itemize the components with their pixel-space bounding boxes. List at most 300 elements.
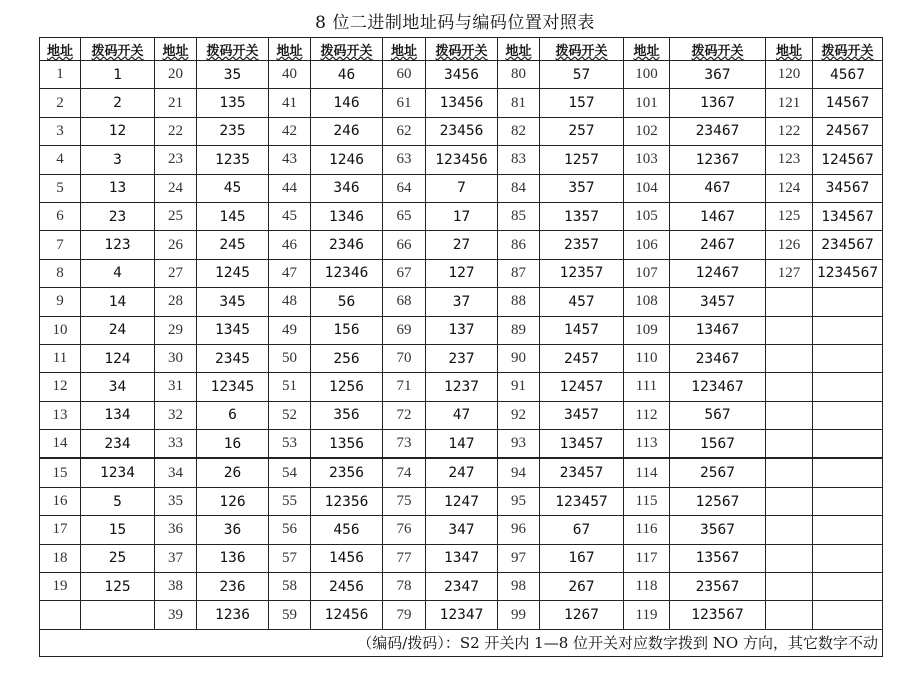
address-cell: 73 [383,430,426,459]
address-cell: 19 [40,573,81,601]
dip-code-cell: 3457 [670,288,766,316]
address-cell: 3 [40,117,81,145]
dip-code-cell: 134567 [813,202,883,230]
table-row [40,316,883,344]
dip-code-cell: 14 [81,288,155,316]
dip-code-cell [813,601,883,629]
header-dip-switch: 拨码开关 [311,38,383,61]
dip-code-cell: 2357 [540,231,624,259]
dip-code-cell: 127 [426,259,498,287]
address-cell [766,288,813,316]
address-cell: 86 [498,231,540,259]
dip-code-cell: 123456 [426,146,498,174]
table-row [40,288,883,316]
dip-code-cell: 356 [311,401,383,429]
dip-code-cell: 12 [81,117,155,145]
address-cell: 17 [40,516,81,544]
dip-code-cell: 1246 [311,146,383,174]
address-cell: 64 [383,174,426,202]
address-cell: 95 [498,487,540,515]
address-cell: 119 [624,601,670,629]
address-cell: 60 [383,61,426,89]
address-cell: 88 [498,288,540,316]
address-cell: 98 [498,573,540,601]
dip-code-cell: 1237 [426,373,498,401]
address-cell: 94 [498,458,540,487]
address-cell: 61 [383,89,426,117]
address-cell: 124 [766,174,813,202]
address-cell: 9 [40,288,81,316]
header-address: 地址 [269,38,311,61]
address-cell: 90 [498,344,540,372]
address-cell: 65 [383,202,426,230]
dip-code-cell: 2346 [311,231,383,259]
dip-code-cell: 167 [540,544,624,572]
header-address: 地址 [40,38,81,61]
table-row [40,146,883,174]
address-cell: 82 [498,117,540,145]
address-cell: 107 [624,259,670,287]
dip-code-cell: 145 [197,202,269,230]
table-row [40,202,883,230]
dip-code-cell: 245 [197,231,269,259]
address-cell: 5 [40,174,81,202]
dip-code-cell: 134 [81,401,155,429]
dip-code-cell: 1234567 [813,259,883,287]
header-row [40,38,883,61]
address-cell: 122 [766,117,813,145]
dip-code-cell: 1235 [197,146,269,174]
dip-code-cell: 126 [197,487,269,515]
dip-code-cell: 1357 [540,202,624,230]
address-cell: 18 [40,544,81,572]
dip-code-cell [813,516,883,544]
address-cell: 92 [498,401,540,429]
address-cell [766,373,813,401]
table-row [40,61,883,89]
dip-code-cell: 124 [81,344,155,372]
dip-code-cell [813,288,883,316]
address-cell: 22 [155,117,197,145]
address-cell [766,573,813,601]
dip-code-cell: 23 [81,202,155,230]
dip-code-cell: 3456 [426,61,498,89]
dip-code-cell [813,573,883,601]
address-cell: 63 [383,146,426,174]
address-cell: 100 [624,61,670,89]
header-address: 地址 [498,38,540,61]
dip-code-cell: 12457 [540,373,624,401]
address-cell: 69 [383,316,426,344]
address-cell: 84 [498,174,540,202]
address-cell: 47 [269,259,311,287]
address-cell: 4 [40,146,81,174]
dip-code-cell: 35 [197,61,269,89]
dip-code-cell: 1456 [311,544,383,572]
dip-code-cell: 47 [426,401,498,429]
dip-code-cell: 12356 [311,487,383,515]
address-cell: 44 [269,174,311,202]
address-cell: 41 [269,89,311,117]
address-cell [766,544,813,572]
address-cell: 52 [269,401,311,429]
dip-code-cell [813,401,883,429]
dip-code-cell: 1267 [540,601,624,629]
dip-code-cell: 123567 [670,601,766,629]
address-cell: 68 [383,288,426,316]
header-address: 地址 [624,38,670,61]
dip-code-cell [813,487,883,515]
dip-code-cell: 156 [311,316,383,344]
dip-code-cell [813,430,883,459]
address-cell: 27 [155,259,197,287]
dip-code-cell: 24567 [813,117,883,145]
dip-code-cell: 2 [81,89,155,117]
dip-code-cell: 457 [540,288,624,316]
address-cell: 32 [155,401,197,429]
dip-code-cell: 12567 [670,487,766,515]
address-cell: 20 [155,61,197,89]
header-address: 地址 [766,38,813,61]
address-cell [766,458,813,487]
dip-code-cell: 236 [197,573,269,601]
table-row [40,344,883,372]
dip-code-cell: 23467 [670,344,766,372]
address-cell: 111 [624,373,670,401]
dip-code-cell: 567 [670,401,766,429]
address-cell: 49 [269,316,311,344]
dip-code-cell: 12367 [670,146,766,174]
table-row [40,117,883,145]
address-cell: 116 [624,516,670,544]
address-cell: 51 [269,373,311,401]
dip-code-cell: 23456 [426,117,498,145]
address-cell: 99 [498,601,540,629]
dip-code-cell: 12345 [197,373,269,401]
dip-code-cell: 367 [670,61,766,89]
address-cell: 42 [269,117,311,145]
address-cell: 89 [498,316,540,344]
address-cell: 6 [40,202,81,230]
address-cell: 96 [498,516,540,544]
address-cell [766,430,813,459]
dip-code-cell: 13456 [426,89,498,117]
table-row [40,401,883,429]
address-cell: 93 [498,430,540,459]
address-cell: 117 [624,544,670,572]
address-cell: 23 [155,146,197,174]
address-cell: 103 [624,146,670,174]
address-cell [766,516,813,544]
dip-code-cell: 1467 [670,202,766,230]
table-row [40,573,883,601]
dip-code-cell: 1367 [670,89,766,117]
address-cell: 36 [155,516,197,544]
dip-code-cell: 45 [197,174,269,202]
address-cell: 81 [498,89,540,117]
dip-code-cell [813,544,883,572]
address-cell: 38 [155,573,197,601]
address-cell: 56 [269,516,311,544]
address-cell [766,344,813,372]
dip-code-cell: 23457 [540,458,624,487]
dip-code-cell: 27 [426,231,498,259]
header-dip-switch: 拨码开关 [813,38,883,61]
dip-code-cell: 36 [197,516,269,544]
dip-code-cell: 16 [197,430,269,459]
header-dip-switch: 拨码开关 [426,38,498,61]
dip-code-cell: 267 [540,573,624,601]
address-cell: 55 [269,487,311,515]
header-address: 地址 [155,38,197,61]
dip-code-cell: 234 [81,430,155,459]
dip-code-cell: 2347 [426,573,498,601]
dip-code-cell: 247 [426,458,498,487]
address-cell: 87 [498,259,540,287]
address-cell: 109 [624,316,670,344]
address-cell [766,601,813,629]
dip-code-cell: 17 [426,202,498,230]
dip-code-cell: 347 [426,516,498,544]
address-cell: 10 [40,316,81,344]
address-cell: 62 [383,117,426,145]
header-address: 地址 [383,38,426,61]
address-cell: 29 [155,316,197,344]
dip-code-cell: 15 [81,516,155,544]
address-cell: 31 [155,373,197,401]
dip-code-cell: 13 [81,174,155,202]
address-cell: 35 [155,487,197,515]
dip-code-cell [81,601,155,629]
address-cell [766,316,813,344]
dip-code-cell: 34567 [813,174,883,202]
dip-code-cell [813,458,883,487]
dip-code-cell: 2345 [197,344,269,372]
footnote-row [40,629,883,656]
address-cell: 125 [766,202,813,230]
address-cell: 14 [40,430,81,459]
address-cell: 78 [383,573,426,601]
header-dip-switch: 拨码开关 [540,38,624,61]
address-cell: 46 [269,231,311,259]
dip-code-cell: 1345 [197,316,269,344]
address-cell: 75 [383,487,426,515]
dip-code-cell: 3457 [540,401,624,429]
dip-code-cell: 3 [81,146,155,174]
header-dip-switch: 拨码开关 [81,38,155,61]
address-cell: 120 [766,61,813,89]
dip-code-cell: 2567 [670,458,766,487]
dip-code-cell: 23567 [670,573,766,601]
dip-code-cell: 37 [426,288,498,316]
dip-code-cell: 46 [311,61,383,89]
address-cell: 30 [155,344,197,372]
address-cell: 126 [766,231,813,259]
address-cell: 77 [383,544,426,572]
dip-code-cell [813,373,883,401]
address-cell: 91 [498,373,540,401]
address-cell: 101 [624,89,670,117]
address-cell: 39 [155,601,197,629]
table-row [40,516,883,544]
address-cell: 114 [624,458,670,487]
dip-code-cell: 146 [311,89,383,117]
address-cell [40,601,81,629]
dip-code-cell: 1347 [426,544,498,572]
dip-code-cell: 13467 [670,316,766,344]
dip-code-cell: 7 [426,174,498,202]
dip-code-cell: 56 [311,288,383,316]
dip-code-cell: 1245 [197,259,269,287]
address-cell: 83 [498,146,540,174]
address-cell: 70 [383,344,426,372]
address-cell: 85 [498,202,540,230]
table-row [40,259,883,287]
table-title: 8 位二进制地址码与编码位置对照表 [315,13,595,33]
address-cell: 53 [269,430,311,459]
dip-code-cell: 12456 [311,601,383,629]
dip-code-cell: 2456 [311,573,383,601]
address-cell: 24 [155,174,197,202]
dip-code-cell: 13457 [540,430,624,459]
address-cell: 105 [624,202,670,230]
table-row [40,231,883,259]
dip-code-cell: 1356 [311,430,383,459]
address-cell: 40 [269,61,311,89]
header-dip-switch: 拨码开关 [670,38,766,61]
address-cell: 2 [40,89,81,117]
address-cell: 48 [269,288,311,316]
table-row [40,487,883,515]
dip-code-cell: 12347 [426,601,498,629]
address-cell: 123 [766,146,813,174]
dip-code-cell: 234567 [813,231,883,259]
address-cell: 43 [269,146,311,174]
address-cell: 106 [624,231,670,259]
header-dip-switch: 拨码开关 [197,38,269,61]
table-row [40,373,883,401]
dip-code-cell: 57 [540,61,624,89]
dip-code-cell: 12467 [670,259,766,287]
address-cell: 45 [269,202,311,230]
address-cell: 104 [624,174,670,202]
dip-code-cell: 147 [426,430,498,459]
dip-code-cell: 2356 [311,458,383,487]
dip-code-cell: 3567 [670,516,766,544]
dip-code-cell: 1257 [540,146,624,174]
address-code-table [39,37,883,657]
dip-code-cell: 12346 [311,259,383,287]
address-cell: 127 [766,259,813,287]
table-row [40,89,883,117]
address-cell: 13 [40,401,81,429]
dip-code-cell: 6 [197,401,269,429]
dip-code-cell: 246 [311,117,383,145]
address-cell: 50 [269,344,311,372]
table-row [40,174,883,202]
address-cell: 102 [624,117,670,145]
dip-code-cell: 123467 [670,373,766,401]
dip-code-cell: 237 [426,344,498,372]
dip-code-cell: 13567 [670,544,766,572]
address-cell: 110 [624,344,670,372]
address-cell: 15 [40,458,81,487]
dip-code-cell: 456 [311,516,383,544]
table-row [40,458,883,487]
dip-code-cell: 12357 [540,259,624,287]
address-cell: 26 [155,231,197,259]
dip-code-cell: 2467 [670,231,766,259]
dip-code-cell: 23467 [670,117,766,145]
address-cell: 25 [155,202,197,230]
address-cell: 8 [40,259,81,287]
dip-code-cell: 4 [81,259,155,287]
address-cell: 113 [624,430,670,459]
dip-code-cell: 2457 [540,344,624,372]
address-cell: 54 [269,458,311,487]
address-cell: 59 [269,601,311,629]
dip-code-cell: 257 [540,117,624,145]
address-cell: 58 [269,573,311,601]
dip-code-cell: 25 [81,544,155,572]
dip-code-cell: 1346 [311,202,383,230]
footnote: （编码/拨码）：S2 开关内 1—8 位开关对应数字拨到 NO 方向，其它数字不动 [40,629,883,656]
dip-code-cell: 136 [197,544,269,572]
address-cell: 121 [766,89,813,117]
dip-code-cell: 1567 [670,430,766,459]
dip-code-cell [813,344,883,372]
address-cell: 57 [269,544,311,572]
address-cell: 7 [40,231,81,259]
dip-code-cell: 14567 [813,89,883,117]
address-cell: 74 [383,458,426,487]
address-cell: 12 [40,373,81,401]
dip-code-cell [813,316,883,344]
address-cell: 11 [40,344,81,372]
address-cell: 76 [383,516,426,544]
address-cell: 97 [498,544,540,572]
dip-code-cell: 124567 [813,146,883,174]
address-cell: 28 [155,288,197,316]
dip-code-cell: 346 [311,174,383,202]
dip-code-cell: 123 [81,231,155,259]
dip-code-cell: 125 [81,573,155,601]
dip-code-cell: 137 [426,316,498,344]
address-cell: 34 [155,458,197,487]
dip-code-cell: 1256 [311,373,383,401]
dip-code-cell: 1247 [426,487,498,515]
dip-code-cell: 345 [197,288,269,316]
address-cell: 67 [383,259,426,287]
dip-code-cell: 357 [540,174,624,202]
dip-code-cell: 467 [670,174,766,202]
dip-code-cell: 1234 [81,458,155,487]
address-cell: 21 [155,89,197,117]
address-cell: 112 [624,401,670,429]
address-cell: 66 [383,231,426,259]
address-cell: 72 [383,401,426,429]
address-cell [766,401,813,429]
address-cell: 1 [40,61,81,89]
dip-code-cell: 26 [197,458,269,487]
address-cell: 37 [155,544,197,572]
dip-code-cell: 5 [81,487,155,515]
address-cell: 118 [624,573,670,601]
address-cell: 80 [498,61,540,89]
address-cell: 16 [40,487,81,515]
table-row [40,544,883,572]
dip-code-cell: 1236 [197,601,269,629]
